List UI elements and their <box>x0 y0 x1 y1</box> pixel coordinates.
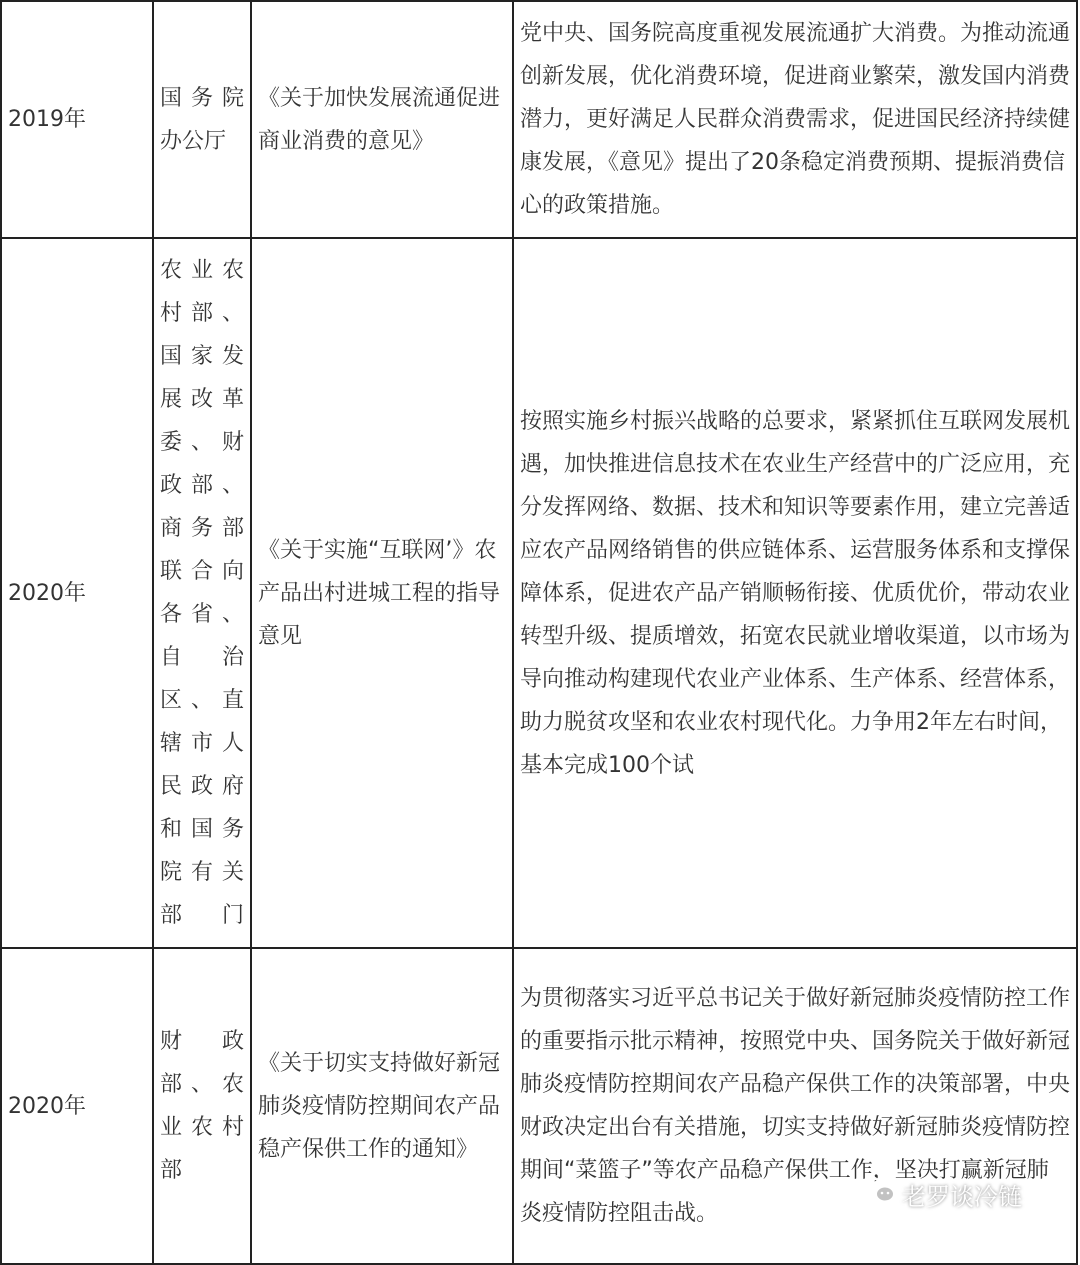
description-cell: 按照实施乡村振兴战略的总要求，紧紧抓住互联网发展机遇，加快推进信息技术在农业生产经营中的广泛应用，充分发挥网络、数据、技术和知识等要素作用，建立完善适应农产品网络销售的供应链体系、运营服务体系和支撑保障体系，促进农产品产销顺畅衔接、优质优价，带动农业转型升级、提质增效，拓宽农民就业增收渠道，以市场为导向推动构建现代农业产业体系、生产体系、经营体系，助力脱贫攻坚和农业农村现代化。力争用2年左右时间，基本完成100个试 <box>513 238 1077 948</box>
watermark <box>862 1176 1022 1212</box>
year-cell: 2019年 <box>1 1 153 238</box>
department-text: 农业农村部、国家发展改革委、财政部、商务部联合向各省、自治区、直辖市人民政府和国务院有关部门 <box>160 258 244 928</box>
watermark-text: 老罗谈冷链 <box>902 1182 1022 1211</box>
department-cell <box>153 1 251 238</box>
department-text: 国务院办公厅 <box>160 85 244 154</box>
department-cell <box>153 948 251 1264</box>
table-row <box>1 238 1077 948</box>
department-text: 财政部、农业农村部 <box>160 1029 244 1183</box>
policy-title-cell: 《关于切实支持做好新冠肺炎疫情防控期间农产品稳产保供工作的通知》 <box>251 948 513 1264</box>
description-cell: 党中央、国务院高度重视发展流通扩大消费。为推动流通创新发展，优化消费环境，促进商业繁荣，激发国内消费潜力，更好满足人民群众消费需求，促进国民经济持续健康发展，《意见》提出了20条稳定消费预期、提振消费信心的政策措施。 <box>513 1 1077 238</box>
department-cell <box>153 238 251 948</box>
year-cell: 2020年 <box>1 948 153 1264</box>
table-row <box>1 1 1077 238</box>
table-row <box>1 948 1077 1264</box>
year-cell: 2020年 <box>1 238 153 948</box>
policy-title-cell: 《关于加快发展流通促进商业消费的意见》 <box>251 1 513 238</box>
description-cell: 为贯彻落实习近平总书记关于做好新冠肺炎疫情防控工作的重要指示批示精神，按照党中央、国务院关于做好新冠肺炎疫情防控期间农产品稳产保供工作的决策部署，中央财政决定出台有关措施，切实支持做好新冠肺炎疫情防控期间“菜篮子”等农产品稳产保供工作，坚决打赢新冠肺炎疫情防控阻击战。 <box>513 948 1077 1264</box>
wechat-icon <box>862 1176 896 1212</box>
policy-title-cell: 《关于实施“互联网’》农产品出村进城工程的指导意见 <box>251 238 513 948</box>
